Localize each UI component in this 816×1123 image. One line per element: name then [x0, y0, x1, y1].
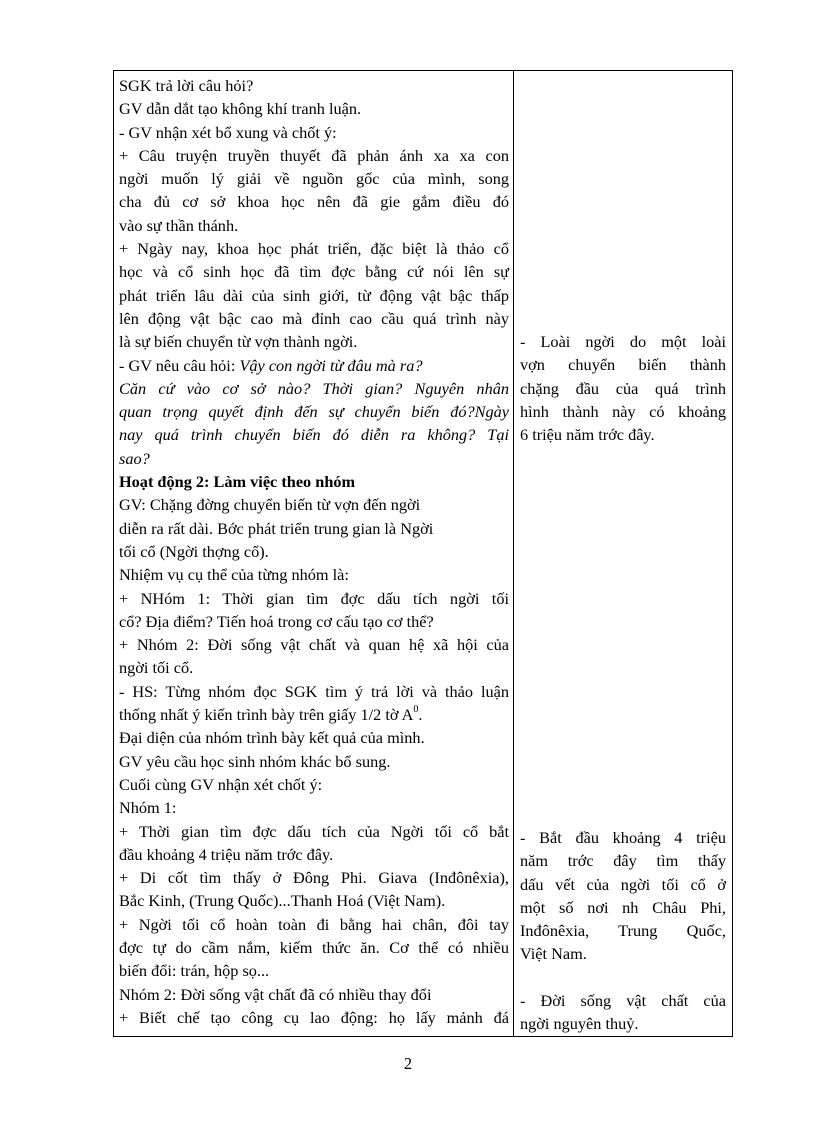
- summary-line: vợn chuyển biến thành: [520, 355, 726, 375]
- text-line: ngời tối cổ.: [119, 658, 194, 678]
- text-line: - GV nhận xét bổ xung và chốt ý:: [119, 122, 337, 142]
- text-line: Cuối cùng GV nhận xét chốt ý:: [119, 774, 323, 794]
- text-line: Nhiệm vụ cụ thể của từng nhóm là:: [119, 565, 349, 585]
- summary-line: ngời nguyên thuỷ.: [520, 1014, 639, 1034]
- text-line: Đại diện của nhóm trình bày kết quả của mình.: [119, 728, 425, 748]
- text-line: quan trọng quyết định đến sự chuyển biến đó?Ngày: [119, 402, 509, 422]
- text-line: GV: Chặng đờng chuyển biến từ vợn đến ngời: [119, 495, 421, 515]
- summary-line: 6 triệu năm trớc đây.: [520, 425, 655, 445]
- section-heading: Hoạt động 2: Làm việc theo nhóm: [119, 472, 356, 492]
- superscript: 0: [413, 703, 419, 715]
- line-text: thống nhất ý kiến trình bày trên giấy 1/2 tờ A: [119, 705, 414, 725]
- text-line: GV dẫn dắt tạo không khí tranh luận.: [119, 99, 362, 119]
- knowledge-block-primitive-man: [520, 826, 726, 966]
- text-line: diễn ra rất dài. Bớc phát triển trung gian là Ngời: [119, 518, 434, 538]
- text-line: Nhóm 2: Đời sống vật chất đã có nhiều thay đổi: [119, 984, 432, 1004]
- text-line: [119, 354, 509, 377]
- text-line: cổ? Địa điểm? Tiến hoá trong cơ cấu tạo cơ thể?: [119, 611, 434, 631]
- question-text: Vậy con ngời từ đâu mà ra?: [239, 355, 423, 375]
- teacher-activities-column: [119, 74, 509, 1029]
- text-line: phát triển lâu dài của sinh giới, từ động vật bậc thấp: [119, 285, 509, 305]
- text-line: + Ngời tối cổ hoàn toàn đi bằng hai chân, đôi tay: [119, 914, 509, 934]
- text-line: cha đủ cơ sở khoa học nên đã gie gắm điều đó: [119, 192, 509, 212]
- column-divider: [513, 71, 514, 1036]
- text-line: đợc tự do cầm nắm, kiếm thức ăn. Cơ thể có nhiều: [119, 937, 509, 957]
- summary-line: chặng đầu của quá trình: [520, 378, 726, 398]
- knowledge-block-material-life: [520, 989, 726, 1036]
- text-line: tối cổ (Ngời thợng cổ).: [119, 541, 269, 561]
- summary-line: Inđônêxia, Trung Quốc,: [520, 921, 726, 941]
- text-line: là sự biến chuyển từ vợn thành ngời.: [119, 332, 358, 352]
- text-line: + Di cốt tìm thấy ở Đông Phi. Giava (Inđônêxia),: [119, 868, 509, 888]
- text-line: đầu khoảng 4 triệu năm trớc đây.: [119, 844, 334, 864]
- summary-line: dấu vết của ngời tối cổ ở: [520, 874, 726, 894]
- text-line: ngời muốn lý giải về nguồn gốc của mình, song: [119, 169, 509, 189]
- text-line: SGK trả lời câu hỏi?: [119, 76, 254, 95]
- question-lead: - GV nêu câu hỏi:: [119, 355, 240, 375]
- text-line: biến đổi: trán, hộp sọ...: [119, 961, 270, 981]
- text-line: + Ngày nay, khoa học phát triển, đặc biệt là thảo cổ: [119, 239, 509, 259]
- summary-line: - Đời sống vật chất của: [520, 991, 726, 1010]
- text-line: Căn cứ vào cơ sở nào? Thời gian? Nguyên nhân: [119, 378, 509, 398]
- page-number: 2: [403, 1054, 413, 1073]
- text-line: lên động vật bậc cao mà đỉnh cao cầu quá trình này: [119, 308, 509, 328]
- summary-line: năm trớc đây tìm thấy: [520, 851, 726, 871]
- knowledge-block-origin: [520, 330, 726, 446]
- text-line: nay quá trình chuyển biến đó diễn ra không? Tại: [119, 425, 509, 445]
- summary-line: một số nơi nh Châu Phi,: [520, 897, 726, 917]
- text-line: Bắc Kinh, (Trung Quốc)...Thanh Hoá (Việt Nam).: [119, 891, 446, 911]
- text-line: sao?: [119, 448, 150, 468]
- text-line: học và cổ sinh học đã tìm đợc bằng cứ nói lên sự: [119, 262, 509, 282]
- text-line: GV yêu cầu học sinh nhóm khác bổ sung.: [119, 751, 391, 771]
- text-line: vào sự thần thánh.: [119, 215, 239, 235]
- summary-line: - Bắt đầu khoảng 4 triệu: [520, 828, 726, 847]
- text-line: + Biết chế tạo công cụ lao động: họ lấy mảnh đá: [119, 1007, 509, 1027]
- text-line: - HS: Từng nhóm đọc SGK tìm ý trả lời và thảo luận: [119, 681, 509, 701]
- text-line: + Câu truyện truyền thuyết đã phản ánh xa xa con: [119, 145, 509, 165]
- summary-line: hình thành này có khoảng: [520, 401, 726, 421]
- text-line: Nhóm 1:: [119, 798, 177, 818]
- text-line: + Nhóm 2: Đời sống vật chất và quan hệ xã hội của: [119, 635, 509, 655]
- summary-line: Việt Nam.: [520, 944, 587, 964]
- summary-line: - Loài ngời do một loài: [520, 332, 726, 351]
- text-line: + NHóm 1: Thời gian tìm đợc dấu tích ngời tối: [119, 588, 509, 608]
- text-line: + Thời gian tìm đợc dấu tích của Ngời tối cổ bắt: [119, 821, 509, 841]
- line-tail: .: [418, 705, 423, 725]
- lesson-table: [113, 70, 733, 1037]
- text-line: [119, 703, 509, 726]
